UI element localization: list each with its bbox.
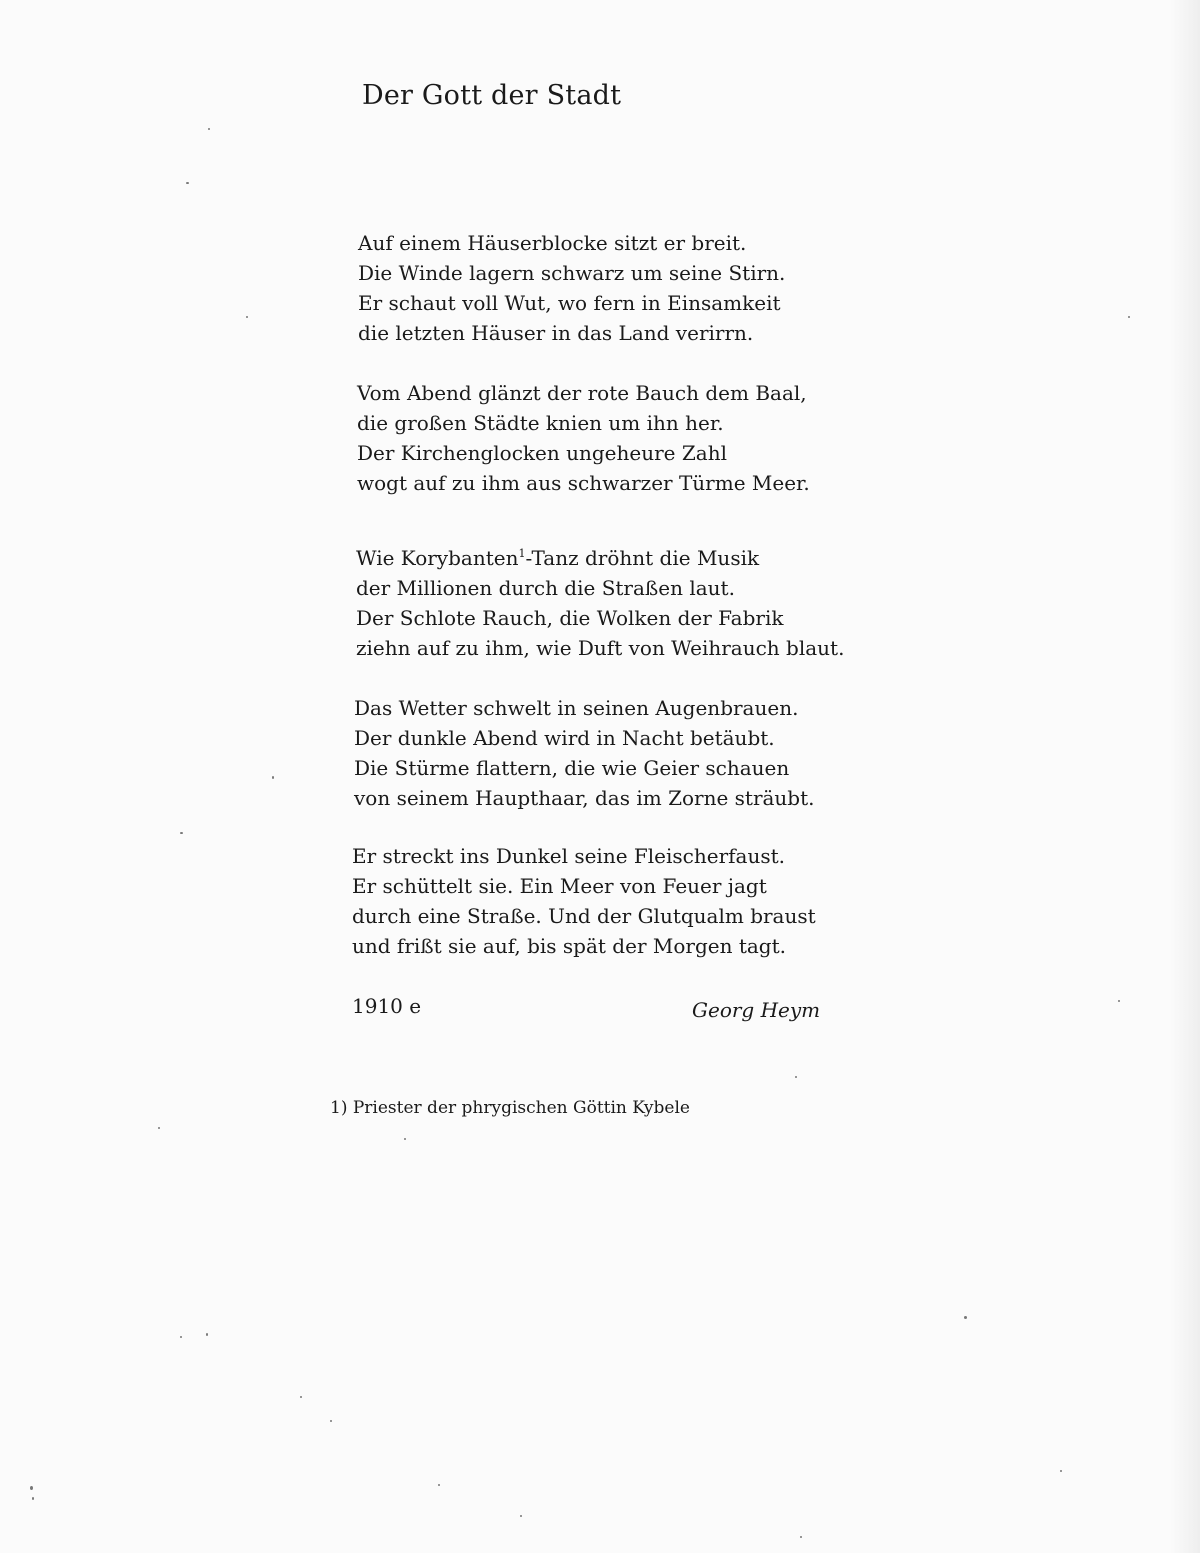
verse-line: Der Schlote Rauch, die Wolken der Fabrik [356, 606, 784, 630]
verse-text: -Tanz dröhnt die Musik [525, 546, 760, 570]
verse-line: Vom Abend glänzt der rote Bauch dem Baal, [357, 381, 807, 405]
scan-speck [438, 1484, 440, 1486]
poem-year: 1910 e [352, 994, 422, 1018]
stanza-3 [356, 543, 844, 663]
verse-line: die großen Städte knien um ihn her. [357, 411, 724, 435]
scan-speck [795, 1076, 797, 1078]
verse-line: und frißt sie auf, bis spät der Morgen tagt. [352, 934, 786, 958]
scan-edge-shadow [1170, 0, 1200, 1553]
poem-author: Georg Heym [692, 998, 821, 1022]
scan-speck [180, 832, 183, 834]
verse-line: Er streckt ins Dunkel seine Fleischerfaust. [352, 844, 786, 868]
scan-speck [186, 182, 189, 184]
stanza-2 [357, 378, 810, 498]
scan-speck [1060, 1470, 1062, 1472]
verse-line: Auf einem Häuserblocke sitzt er breit. [358, 231, 747, 255]
scan-speck [246, 316, 248, 318]
scan-speck [404, 1138, 406, 1140]
scan-speck [30, 1486, 33, 1490]
scan-speck [1118, 1000, 1120, 1002]
verse-line: Er schüttelt sie. Ein Meer von Feuer jagt [352, 874, 767, 898]
scan-speck [520, 1515, 522, 1517]
verse-line: Die Winde lagern schwarz um seine Stirn. [358, 261, 786, 285]
verse-line: von seinem Haupthaar, das im Zorne sträubt. [354, 786, 815, 810]
verse-line [356, 543, 844, 573]
verse-line: durch eine Straße. Und der Glutqualm braust [352, 904, 816, 928]
scan-speck [32, 1497, 34, 1500]
poem-title: Der Gott der Stadt [362, 80, 622, 111]
verse-line: Der dunkle Abend wird in Nacht betäubt. [354, 726, 775, 750]
verse-line: Das Wetter schwelt in seinen Augenbrauen. [354, 696, 799, 720]
verse-line: Die Stürme flattern, die wie Geier schauen [354, 756, 790, 780]
verse-text: Wie Korybanten [356, 546, 519, 570]
stanza-5 [352, 841, 816, 961]
scan-speck [272, 776, 274, 779]
verse-line: wogt auf zu ihm aus schwarzer Türme Meer. [357, 471, 810, 495]
scan-speck [180, 1336, 182, 1338]
stanza-4 [354, 693, 815, 813]
verse-line: der Millionen durch die Straßen laut. [356, 576, 735, 600]
scan-speck [300, 1396, 302, 1398]
stanza-1 [358, 228, 785, 348]
footnote-marker: 1 [518, 547, 526, 560]
scan-speck [208, 128, 210, 130]
verse-line: ziehn auf zu ihm, wie Duft von Weihrauch blaut. [356, 636, 845, 660]
scan-speck [206, 1333, 208, 1336]
scan-speck [800, 1536, 802, 1538]
scan-speck [158, 1127, 160, 1129]
scan-speck [330, 1420, 332, 1422]
footnote: 1) Priester der phrygischen Göttin Kybele [330, 1098, 690, 1118]
scan-speck [1128, 316, 1130, 318]
verse-line: Der Kirchenglocken ungeheure Zahl [357, 441, 727, 465]
verse-line: die letzten Häuser in das Land verirrn. [358, 321, 754, 345]
scan-speck [964, 1316, 967, 1319]
verse-line: Er schaut voll Wut, wo fern in Einsamkeit [358, 291, 781, 315]
